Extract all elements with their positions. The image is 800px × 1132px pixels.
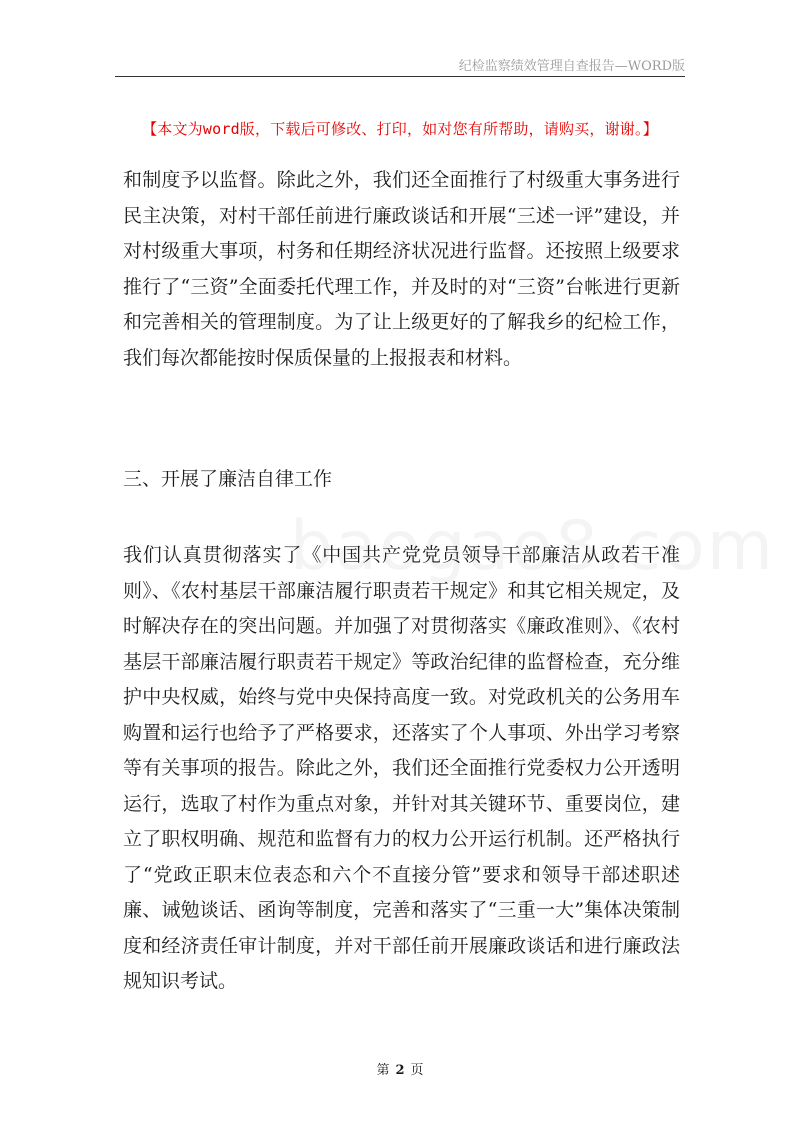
section-heading: 三、开展了廉洁自律工作 — [123, 468, 333, 490]
page-number: 2 — [395, 1063, 405, 1078]
header-title: 纪检监察绩效管理自查报告—WORD版 — [458, 59, 685, 74]
paragraph-2: 我们认真贯彻落实了《中国共产党党员领导干部廉洁从政若干准则》、《农村基层干部廉洁履行职责若干规定》和其它相关规定，及时解决存在的突出问题。并加强了对贯彻落实《廉政准则》、《农村基层干部廉洁履行职责若干规定》等政治纪律的监督检查，充分维护中央权威，始终与党中央保持高度一致。对党政机关的公务用车购置和运行也给予了严格要求，还落实了个人事项、外出学习考察等有关事项的报告。除此之外，我们还全面推行党委权力公开透明运行，选取了村作为重点对象，并针对其关键环节、重要岗位，建立了职权明确、规范和监督有力的权力公开运行机制。还严格执行了“党政正职末位表态和六个不直接分管”要求和领导干部述职述廉、诫勉谈话、函询等制度，完善和落实了“三重一大”集体决策制度和经济责任审计制度，并对干部任前开展廉政谈话和进行廉政法规知识考试。 — [123, 544, 680, 992]
footer-suffix: 页 — [410, 1063, 424, 1078]
download-notice: 【本文为word版，下载后可修改、打印，如对您有所帮助，请购买，谢谢。】 — [142, 120, 658, 138]
paragraph-1: 和制度予以监督。除此之外，我们还全面推行了村级重大事务进行民主决策，对村干部任前进行廉政谈话和开展“三述一评”建设，并对村级重大事项，村务和任期经济状况进行监督。还按照上级要求推行了“三资”全面委托代理工作，并及时的对“三资”台帐进行更新和完善相关的管理制度。为了让上级更好的了解我乡的纪检工作，我们每次都能按时保质保量的上报报表和材料。 — [123, 169, 680, 369]
footer-prefix: 第 — [376, 1063, 390, 1078]
header-divider — [115, 76, 685, 77]
page-footer — [0, 1059, 800, 1078]
